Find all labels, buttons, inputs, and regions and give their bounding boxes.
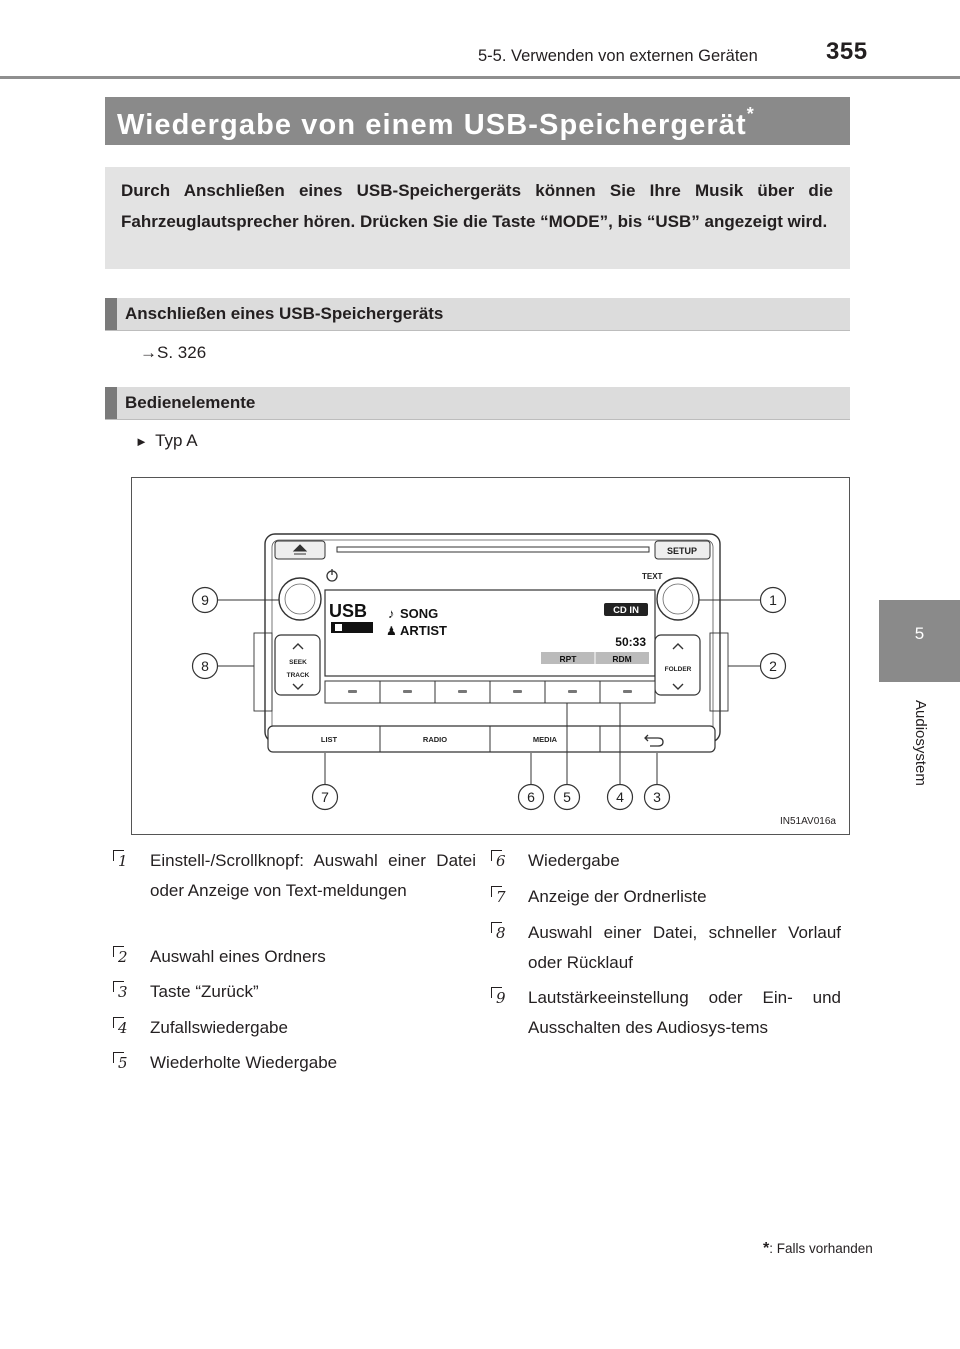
note-icon: ♪ [388, 606, 395, 621]
legend-number-8: 8 [491, 922, 513, 944]
legend-number-5: 5 [113, 1052, 135, 1074]
svg-text:7: 7 [321, 789, 329, 805]
svg-text:1: 1 [769, 592, 777, 608]
legend-number-6: 6 [491, 850, 513, 872]
chapter-label: Audiosystem [912, 700, 929, 786]
triangle-bullet-icon: ► [135, 434, 156, 449]
header-rule [0, 76, 960, 79]
display-song: SONG [400, 606, 439, 621]
chapter-number: 5 [914, 624, 925, 643]
legend-number-2: 2 [113, 946, 135, 968]
text-label: TEXT [642, 572, 663, 581]
footnote-text: : Falls vorhanden [769, 1241, 873, 1256]
audio-unit-figure [131, 477, 850, 835]
svg-text:8: 8 [201, 658, 209, 674]
arrow-right-icon: → [140, 343, 157, 362]
footnote [763, 1240, 873, 1258]
footnote-asterisk: * [746, 104, 754, 124]
page-reference-text: S. 326 [157, 343, 207, 362]
radio-label: RADIO [422, 735, 448, 744]
svg-text:2: 2 [769, 658, 777, 674]
page-number: 355 [826, 38, 868, 65]
legend-left [113, 846, 478, 1086]
audio-unit-illustration [132, 478, 849, 834]
display-time: 50:33 [615, 635, 646, 649]
type-label-text: Typ A [155, 431, 198, 450]
display-artist: ARTIST [400, 623, 447, 638]
svg-text:6: 6 [527, 789, 535, 805]
seek-label: SEEK [289, 659, 307, 666]
section-header-bar [105, 387, 117, 419]
media-label: MEDIA [532, 735, 558, 744]
svg-text:4: 4 [616, 789, 624, 805]
legend-text-9: Lautstärkeeinstellung oder Ein- und Ausschalten des Audiosys-tems [528, 988, 841, 1037]
page-title [117, 104, 754, 142]
svg-text:9: 9 [201, 592, 209, 608]
legend-number-9: 9 [491, 987, 513, 1009]
legend-text-5: Wiederholte Wiedergabe [150, 1053, 338, 1072]
svg-text:5: 5 [563, 789, 571, 805]
legend-number-7: 7 [491, 886, 513, 908]
cd-slot [337, 547, 649, 552]
legend-right [491, 846, 843, 1076]
section-header-bar [105, 298, 117, 330]
footnote-asterisk: * [763, 1240, 770, 1257]
folder-label: FOLDER [664, 666, 692, 673]
person-icon: ♟ [386, 624, 397, 638]
type-label [135, 431, 198, 451]
section-title-controls: Bedienelemente [125, 393, 256, 412]
intro-box [105, 167, 850, 269]
legend-text-6: Wiedergabe [528, 851, 620, 870]
page-reference [140, 343, 206, 363]
legend-text-2: Auswahl eines Ordners [150, 947, 326, 966]
svg-text:3: 3 [653, 789, 661, 805]
section-title-connect: Anschließen eines USB-Speichergeräts [125, 304, 444, 323]
section-header-connect [105, 298, 850, 331]
legend-text-1: Einstell-/Scrollknopf: Auswahl einer Datei oder Anzeige von Text-meldungen [150, 851, 476, 900]
page-title-bar [105, 97, 850, 145]
legend-number-1: 1 [113, 850, 135, 872]
setup-label: SETUP [666, 546, 698, 556]
legend-number-4: 4 [113, 1017, 135, 1039]
display-source: CD IN [613, 605, 639, 616]
track-label: TRACK [286, 672, 310, 679]
legend-number-3: 3 [113, 981, 135, 1003]
page-title-text: Wiedergabe von einem USB-Speichergerät [117, 109, 747, 141]
list-label: LIST [320, 735, 338, 744]
display-usb: USB [329, 601, 368, 621]
display-rdm: RDM [612, 654, 632, 664]
legend-text-7: Anzeige der Ordnerliste [528, 887, 707, 906]
chapter-tab [879, 600, 960, 682]
display-rpt: RPT [559, 654, 577, 664]
intro-text: Durch Anschließen eines USB-Speichergeräts können Sie Ihre Musik über die Fahrzeuglautsprecher hören. Drücken Sie die Taste “MODE”, bis “USB” angezeigt wird. [121, 181, 833, 231]
running-header-section: 5-5. Verwenden von externen Geräten [478, 47, 758, 65]
legend-text-8: Auswahl einer Datei, schneller Vorlauf oder Rücklauf [528, 923, 841, 972]
section-header-controls [105, 387, 850, 420]
legend-text-4: Zufallswiedergabe [150, 1018, 288, 1037]
figure-code: IN51AV016a [780, 816, 836, 827]
legend-text-3: Taste “Zurück” [150, 982, 259, 1001]
